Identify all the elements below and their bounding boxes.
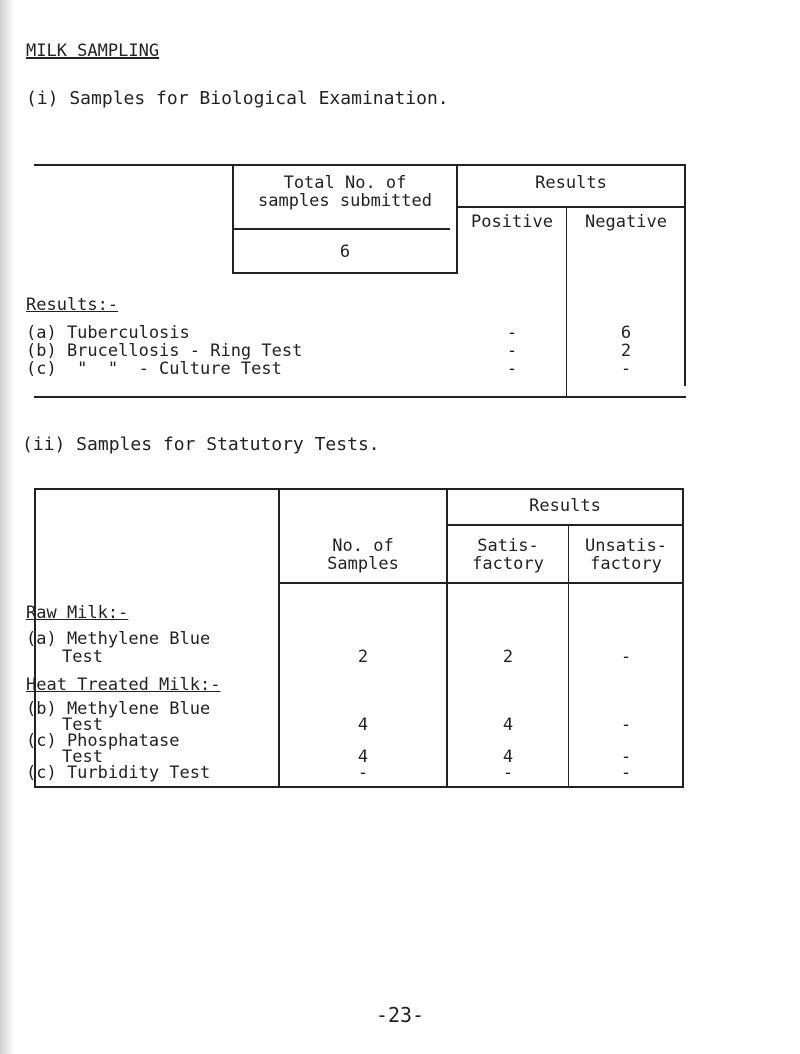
table2-row-samples: 4 <box>357 747 369 767</box>
table2-row-satisfactory: 2 <box>502 647 514 667</box>
table2-row-unsatisfactory: - <box>620 647 632 667</box>
table2-top-border <box>34 488 684 490</box>
table2-row-unsatisfactory: - <box>620 763 632 783</box>
table1-row-positive: - <box>506 359 518 379</box>
table1-header-results: Results <box>535 173 607 193</box>
table1-total-divider <box>234 228 450 230</box>
table1-row-label: (a) Tuberculosis <box>26 323 190 343</box>
table2-row-satisfactory: 4 <box>502 715 514 735</box>
table1-vline-right <box>684 164 686 386</box>
table2-header-satis-line1: Satis- <box>477 536 539 556</box>
table2-row-samples: 2 <box>357 647 369 667</box>
table1-total-value: 6 <box>339 242 351 262</box>
table2-row-samples: - <box>357 763 369 783</box>
table2-row-satisfactory: - <box>502 763 514 783</box>
table2-header-bottom <box>280 582 684 584</box>
table1-row-negative: 6 <box>620 323 632 343</box>
table2-header-samples-line2: Samples <box>327 554 399 574</box>
table1-header-positive: Positive <box>471 212 553 232</box>
table2-vline-samples <box>446 488 448 788</box>
table2-row-label-line2: Test <box>62 715 103 735</box>
table1-header-total-line2: samples submitted <box>258 191 432 211</box>
document-title: MILK SAMPLING <box>26 41 160 61</box>
table2-results-divider <box>448 524 684 526</box>
section1-heading: (i) Samples for Biological Examination. <box>26 88 449 109</box>
table1-header-total-line1: Total No. of <box>283 173 407 193</box>
table2-header-unsatis-line2: factory <box>590 554 662 574</box>
table1-results-label: Results:- <box>26 295 119 315</box>
table2-row-label: (b) Methylene Blue <box>26 699 211 719</box>
table2-row-label-line2: Test <box>62 647 103 667</box>
table2-row-label: (c) Turbidity Test <box>26 763 211 783</box>
table2-header-unsatis-line1: Unsatis- <box>585 536 667 556</box>
table2-vline-label <box>278 488 280 788</box>
table2-raw-milk-label: Raw Milk:- <box>26 603 129 623</box>
table1-row-label: (b) Brucellosis - Ring Test <box>26 341 303 361</box>
table1-row-negative: - <box>620 359 632 379</box>
table2-header-satis-line2: factory <box>472 554 544 574</box>
page-shadow-edge <box>0 0 14 1054</box>
table1-results-divider <box>458 206 686 208</box>
table1-header-negative: Negative <box>585 212 667 232</box>
table2-bottom-border <box>34 786 684 788</box>
table1-bottom-border <box>34 396 686 398</box>
table1-top-border <box>34 164 686 166</box>
table2-row-satisfactory: 4 <box>502 747 514 767</box>
table2-header-results: Results <box>529 496 601 516</box>
table2-row-label-line2: Test <box>62 747 103 767</box>
table2-row-unsatisfactory: - <box>620 747 632 767</box>
table2-header-samples-line1: No. of <box>332 536 394 556</box>
table2-vline-right <box>682 488 684 788</box>
table1-row-positive: - <box>506 341 518 361</box>
section2-heading: (ii) Samples for Statutory Tests. <box>22 434 380 455</box>
table2-row-unsatisfactory: - <box>620 715 632 735</box>
table2-row-samples: 4 <box>357 715 369 735</box>
table1-total-bottom <box>234 272 458 274</box>
table1-vline-results-mid <box>566 207 567 397</box>
table2-vline-satis <box>568 524 569 788</box>
table2-row-label: (a) Methylene Blue <box>26 629 211 649</box>
table2-row-label: (c) Phosphatase <box>26 731 180 751</box>
page-number: -23- <box>375 1003 425 1027</box>
table1-row-negative: 2 <box>620 341 632 361</box>
table1-row-positive: - <box>506 323 518 343</box>
table2-heat-treated-label: Heat Treated Milk:- <box>26 675 221 695</box>
table1-row-label: (c) " " - Culture Test <box>26 359 282 379</box>
